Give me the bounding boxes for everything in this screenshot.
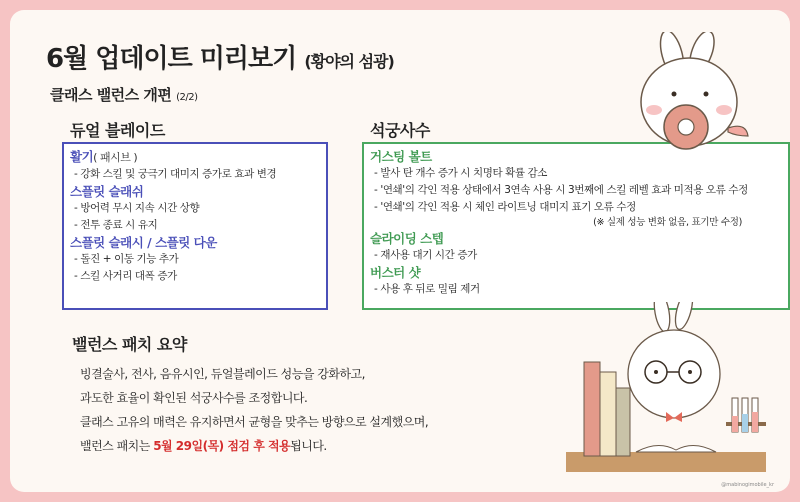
summary-line: 빙결술사, 전사, 음유시인, 듀얼블레이드 성능을 강화하고, — [80, 367, 365, 381]
summary-text-post: 됩니다. — [290, 439, 327, 453]
skill-title: 슬라이딩 스텝 — [370, 231, 444, 246]
notice-card — [10, 10, 790, 492]
page-title — [46, 38, 394, 75]
skill-note: - 돌진 + 이동 기능 추가 — [74, 253, 179, 265]
skill-note: - '연쇄'의 각인 적용 시 체인 라이트닝 대미지 표기 오류 수정 — [374, 201, 636, 213]
section-subtitle — [50, 84, 198, 105]
skill-title: 거스팅 볼트 — [370, 149, 432, 164]
skill-note: - 전투 종료 시 유지 — [74, 219, 158, 231]
dual-blade-box — [62, 142, 328, 310]
summary-line: 클래스 고유의 매력은 유지하면서 균형을 맞추는 방향으로 설계했으며, — [80, 415, 429, 429]
summary-line: 과도한 효율이 확인된 석궁사수를 조정합니다. — [80, 391, 308, 405]
sniper-heading: 석궁사수 — [370, 121, 430, 140]
skill-note: - 스킬 사거리 대폭 증가 — [74, 270, 177, 282]
skill-note: - 재사용 대기 시간 증가 — [374, 249, 477, 261]
skill-note: - 강화 스킬 및 궁극기 대미지 증가로 효과 변경 — [74, 168, 277, 180]
skill-note: - 발사 탄 개수 증가 시 치명타 확률 감소 — [374, 167, 548, 179]
skill-footnote: (※ 실제 성능 변화 없음, 표기만 수정) — [593, 217, 742, 228]
skill-title: 스플릿 슬래쉬 — [70, 184, 144, 199]
credit: @mabinogimobile_kr — [721, 482, 774, 488]
skill-title: 스플릿 슬래시 / 스플릿 다운 — [70, 235, 217, 250]
summary-text-pre: 밸런스 패치는 — [80, 439, 154, 453]
skill-note: - 방어력 무시 지속 시간 상향 — [74, 202, 200, 214]
title-sub: (황야의 섬광) — [304, 52, 394, 71]
bunny-donut-illustration — [624, 32, 754, 162]
summary-heading: 밸런스 패치 요약 — [72, 335, 187, 354]
skill-title: 버스터 샷 — [370, 265, 421, 280]
summary-text — [80, 362, 500, 458]
sniper-box — [362, 142, 790, 310]
skill-note: - '연쇄'의 각인 적용 상태에서 3연속 사용 시 3번째에 스킬 레벨 효과 미적용 오류 수정 — [374, 184, 748, 196]
page-indicator: (2/2) — [176, 92, 198, 103]
summary-line — [80, 434, 500, 458]
subtitle-text: 클래스 밸런스 개편 — [50, 86, 172, 104]
dual-blade-heading: 듀얼 블레이드 — [70, 121, 165, 140]
skill-note: - 사용 후 뒤로 밀림 제거 — [374, 283, 480, 295]
patch-date-highlight: 5월 29일(목) 점검 후 적용 — [153, 439, 291, 453]
bunny-study-illustration — [566, 302, 766, 472]
skill-tag: ( 패시브 ) — [93, 151, 138, 164]
title-main: 6월 업데이트 미리보기 — [46, 44, 297, 74]
skill-name: 활기 — [70, 149, 94, 164]
skill-title — [70, 148, 320, 166]
